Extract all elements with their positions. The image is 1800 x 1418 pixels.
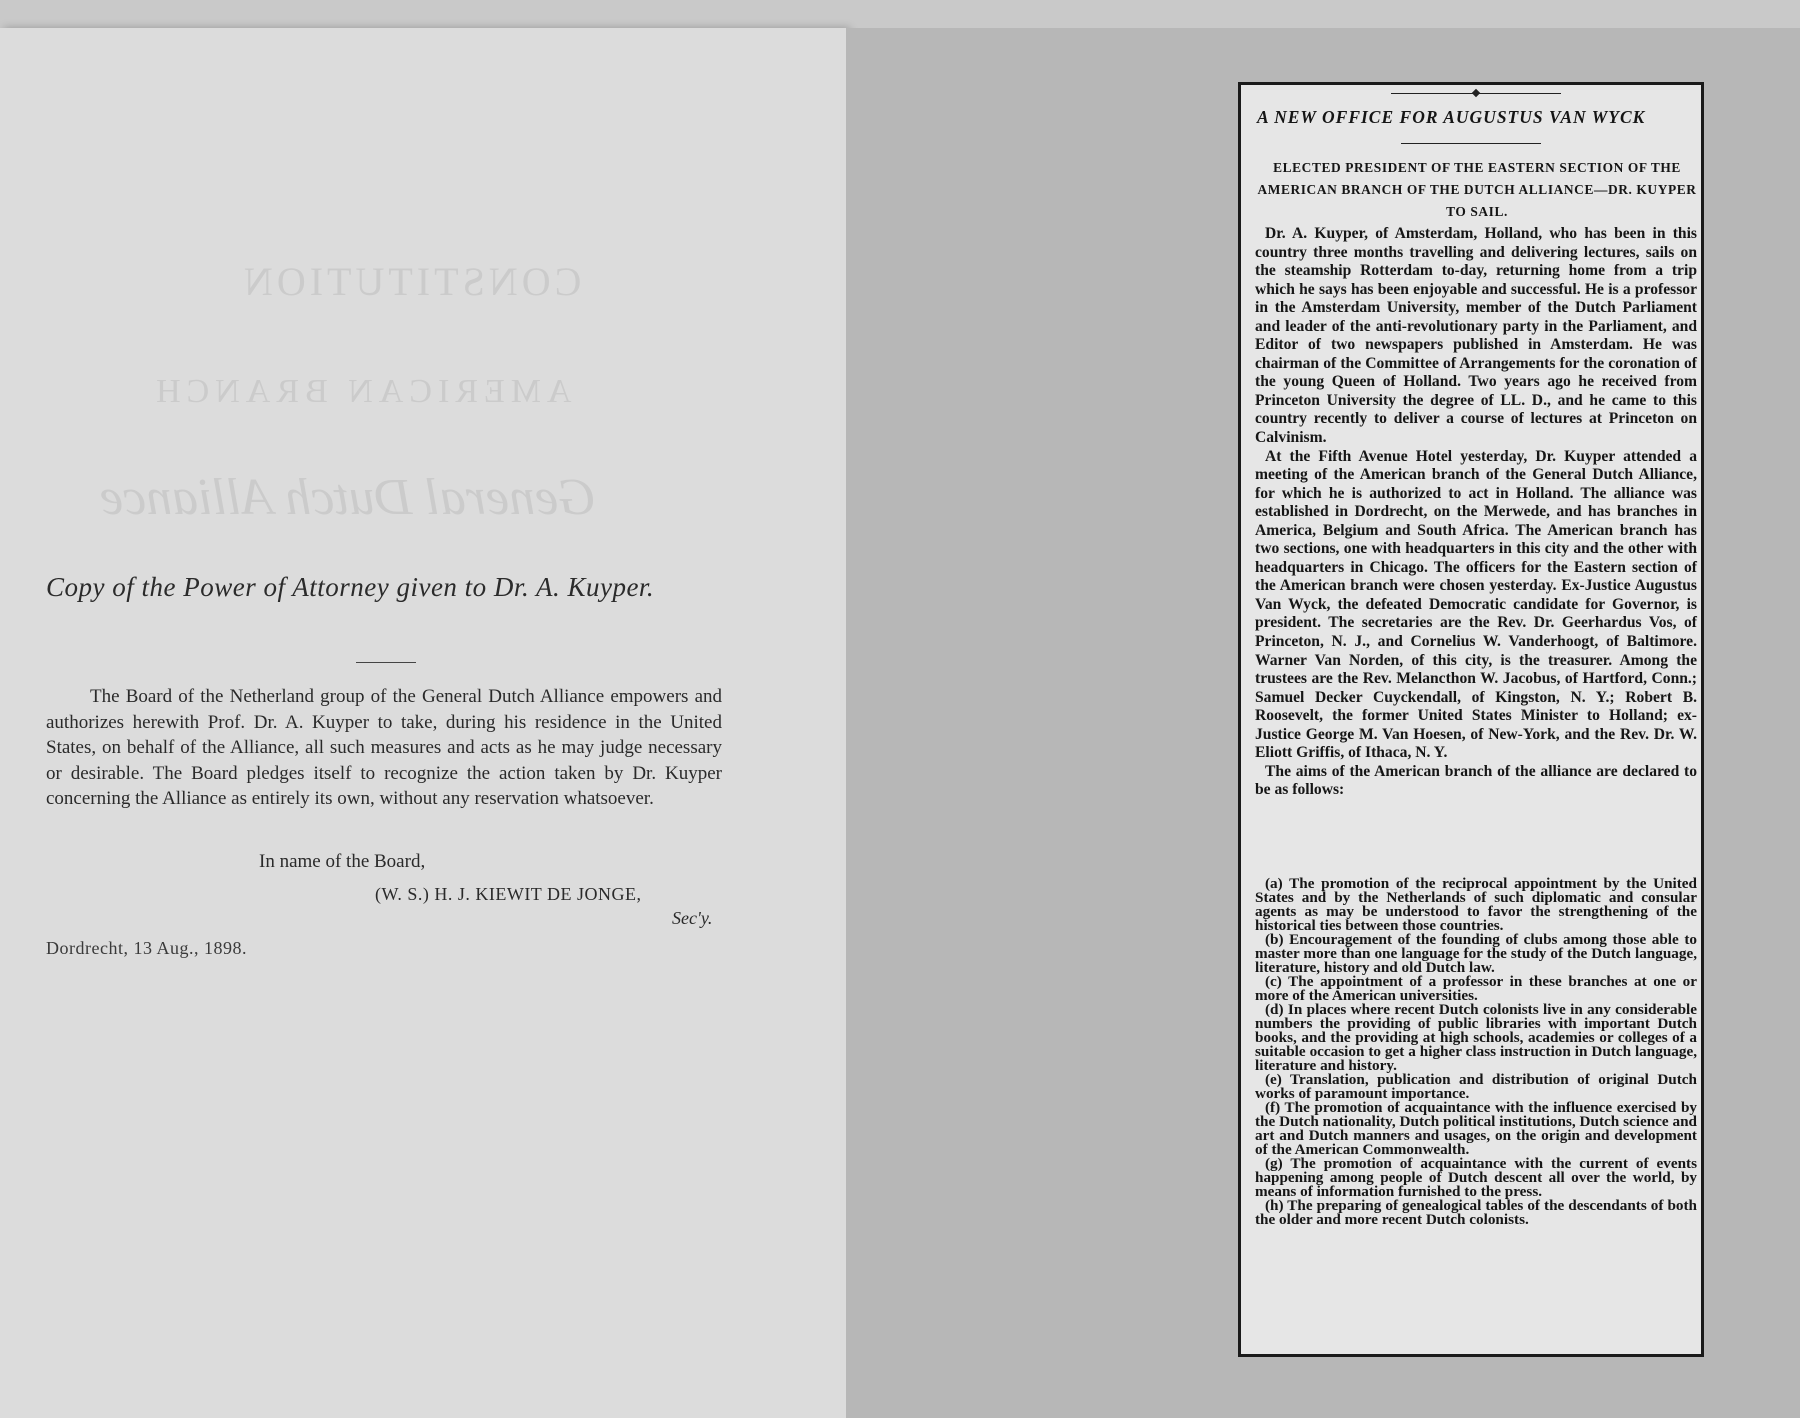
headline-rule (1401, 143, 1541, 144)
closing-line: In name of the Board, (259, 851, 426, 872)
clipping-aims-list (1255, 877, 1697, 1227)
aims-item: (a) The promotion of the reciprocal appointment by the United States and by the Netherlands of such diplomatic and consular agents as may be understood to favor the strengthening of the historical ties between those countries. (1255, 875, 1697, 934)
document-title: Copy of the Power of Attorney given to Dr. A. Kuyper. (46, 572, 655, 602)
aims-item: (b) Encouragement of the founding of clubs among those able to master more than one language for the study of the Dutch language, literature, history and old Dutch law. (1255, 931, 1697, 976)
left-document-page (0, 28, 846, 1418)
clipping-headline: A NEW OFFICE FOR AUGUSTUS VAN WYCK (1257, 107, 1646, 127)
document-body: The Board of the Netherland group of the General Dutch Alliance empowers and authorizes herewith Prof. Dr. A. Kuyper to take, during his residence in the United States, on behalf of the Alliance, all such measures and acts as he may judge necessary or desirable. The Board pledges itself to recognize the action taken by Dr. Kuyper concerning the Alliance as entirely its own, without any reservation whatsoever. (46, 686, 722, 809)
aims-item: (c) The appointment of a professor in these branches at one or more of the American universities. (1255, 973, 1697, 1004)
bleed-through-text: General Dutch Alliance (100, 469, 596, 526)
aims-item: (d) In places where recent Dutch colonists live in any considerable numbers the providing of public libraries with important Dutch books, and the providing at high schools, academies or colleges of a suitable occasion to get a higher class instruction in Dutch language, literature and history. (1255, 1001, 1697, 1074)
clipping-subhead: ELECTED PRESIDENT OF THE EASTERN SECTION OF THE AMERICAN BRANCH OF THE DUTCH ALLIANCE—DR. KUYPER TO SAIL. (1257, 160, 1697, 219)
aims-item: (g) The promotion of acquaintance with the current of events happening among people of Dutch descent all over the world, by means of information furnished to the press. (1255, 1155, 1697, 1200)
scan-top-strip (0, 0, 1800, 28)
clipping-paragraph: Dr. A. Kuyper, of Amsterdam, Holland, who has been in this country three months travelling and delivering lectures, sails on the steamship Rotterdam to-day, returning home from a trip which he says has been enjoyable and successful. He is a professor in the Amsterdam University, member of the Dutch Parliament and leader of the anti-revolutionary party in the Parliament, and Editor of two newspapers published in Amsterdam. He was chairman of the Committee of Arrangements for the coronation of the young Queen of Holland. Two years ago he received from Princeton University the degree of LL. D., and he came to this country recently to deliver a course of lectures at Princeton on Calvinism. (1255, 225, 1697, 447)
signer-name: (W. S.) H. J. KIEWIT DE JONGE, (375, 884, 642, 904)
bleed-through-text: CONSTITUTION (240, 259, 582, 304)
aims-item: (f) The promotion of acquaintance with the influence exercised by the Dutch nationality, Dutch political institutions, Dutch science and art and Dutch manners and usages, on the origin and development of the American Commonwealth. (1255, 1099, 1697, 1158)
bleed-through-text: AMERICAN BRANCH (150, 373, 572, 410)
clipping-lead-paragraphs (1255, 225, 1697, 800)
document-date: Dordrecht, 13 Aug., 1898. (46, 938, 247, 958)
ornament-diamond (1472, 89, 1480, 97)
clipping-paragraph: The aims of the American branch of the alliance are declared to be as follows: (1255, 762, 1697, 799)
clipping-paragraph: At the Fifth Avenue Hotel yesterday, Dr. Kuyper attended a meeting of the American branch of the General Dutch Alliance, for which he is authorized to act in Holland. The alliance was established in Dordrecht, on the Merwede, and has branches in America, Belgium and South Africa. The American branch has two sections, one with headquarters in this city and the other with headquarters in Chicago. The officers for the Eastern section of the American branch were chosen yesterday. Ex-Justice Augustus Van Wyck, the defeated Democratic candidate for Governor, is president. The secretaries are the Rev. Dr. Geerhardus Vos, of Princeton, N. J., and Cornelius W. Vanderhoogt, of Baltimore. Warner Van Norden, of this city, is the treasurer. Among the trustees are the Rev. Melancthon W. Jacobus, of Hartford, Conn.; Samuel Decker Cuyckendall, of Kingston, N. Y.; Robert B. Roosevelt, the former United States Minister to Holland; ex-Justice George M. Van Hoesen, of New-York, and the Rev. Dr. W. Eliott Griffis, of Ithaca, N. Y. (1255, 447, 1697, 762)
title-divider (356, 662, 416, 663)
signer-title: Sec'y. (672, 908, 713, 928)
aims-item: (e) Translation, publication and distribution of original Dutch works of paramount importance. (1255, 1071, 1697, 1102)
aims-item: (h) The preparing of genealogical tables of the descendants of both the older and more recent Dutch colonists. (1255, 1197, 1697, 1228)
newspaper-clipping (1238, 82, 1704, 1357)
